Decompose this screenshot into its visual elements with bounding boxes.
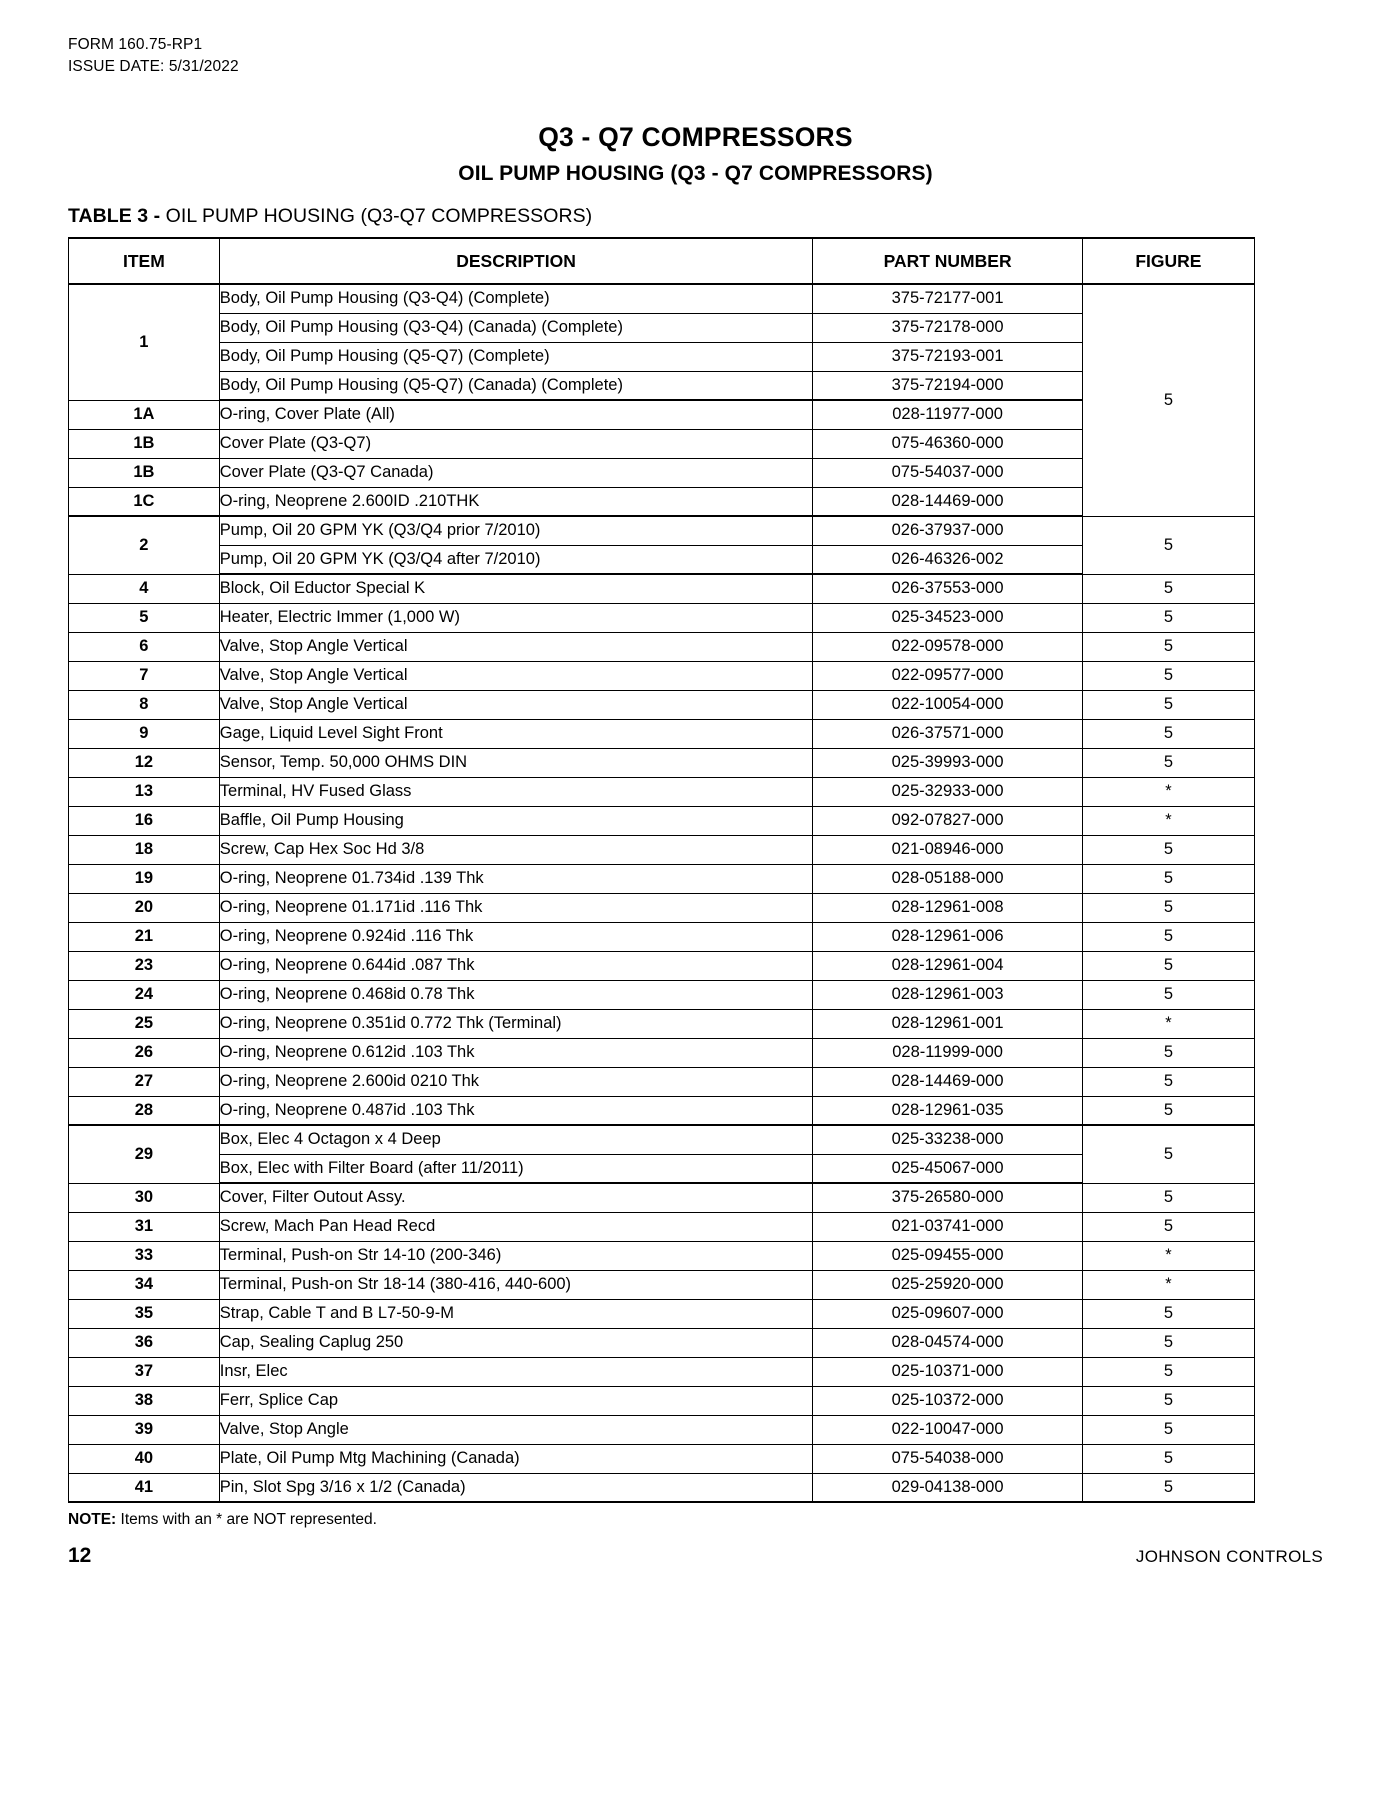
- cell-figure: 5: [1082, 1212, 1254, 1241]
- table-row: [69, 1299, 1255, 1328]
- cell-description: Body, Oil Pump Housing (Q5-Q7) (Canada) (Complete): [219, 371, 813, 400]
- cell-part-number: 375-72194-000: [813, 371, 1082, 400]
- cell-figure: 5: [1082, 719, 1254, 748]
- cell-part-number: 022-09578-000: [813, 632, 1082, 661]
- cell-item: 13: [69, 777, 220, 806]
- cell-figure: 5: [1082, 661, 1254, 690]
- table-row: [69, 951, 1255, 980]
- cell-figure: 5: [1082, 1096, 1254, 1125]
- table-row: [69, 1328, 1255, 1357]
- cell-part-number: 021-08946-000: [813, 835, 1082, 864]
- parts-table: [68, 237, 1255, 1503]
- cell-part-number: 026-37571-000: [813, 719, 1082, 748]
- cell-item: 30: [69, 1183, 220, 1212]
- cell-item: 41: [69, 1473, 220, 1502]
- cell-description: Sensor, Temp. 50,000 OHMS DIN: [219, 748, 813, 777]
- table-row: [69, 1009, 1255, 1038]
- cell-part-number: 028-11977-000: [813, 400, 1082, 429]
- cell-part-number: 375-72193-001: [813, 342, 1082, 371]
- table-row: [69, 429, 1255, 458]
- table-row: [69, 1444, 1255, 1473]
- cell-figure: 5: [1082, 748, 1254, 777]
- cell-figure: 5: [1082, 516, 1254, 574]
- cell-description: Cap, Sealing Caplug 250: [219, 1328, 813, 1357]
- table-row: [69, 1473, 1255, 1502]
- cell-description: Terminal, HV Fused Glass: [219, 777, 813, 806]
- cell-part-number: 075-54037-000: [813, 458, 1082, 487]
- cell-description: O-ring, Neoprene 0.351id 0.772 Thk (Terminal): [219, 1009, 813, 1038]
- cell-part-number: 028-11999-000: [813, 1038, 1082, 1067]
- cell-part-number: 028-05188-000: [813, 864, 1082, 893]
- cell-figure: 5: [1082, 1473, 1254, 1502]
- cell-item: 1A: [69, 400, 220, 429]
- cell-item: 25: [69, 1009, 220, 1038]
- table-row: [69, 1415, 1255, 1444]
- cell-description: Strap, Cable T and B L7-50-9-M: [219, 1299, 813, 1328]
- cell-description: Pin, Slot Spg 3/16 x 1/2 (Canada): [219, 1473, 813, 1502]
- cell-part-number: 025-34523-000: [813, 603, 1082, 632]
- cell-item: 7: [69, 661, 220, 690]
- cell-item: 4: [69, 574, 220, 603]
- table-caption: [68, 205, 1323, 228]
- cell-figure: 5: [1082, 603, 1254, 632]
- cell-description: Cover, Filter Outout Assy.: [219, 1183, 813, 1212]
- cell-item: 1B: [69, 429, 220, 458]
- cell-figure: 5: [1082, 1183, 1254, 1212]
- table-row: [69, 603, 1255, 632]
- table-row: [69, 1183, 1255, 1212]
- cell-description: O-ring, Neoprene 0.487id .103 Thk: [219, 1096, 813, 1125]
- cell-part-number: 029-04138-000: [813, 1473, 1082, 1502]
- cell-description: Valve, Stop Angle Vertical: [219, 661, 813, 690]
- cell-part-number: 025-39993-000: [813, 748, 1082, 777]
- table-note: [68, 1511, 1323, 1529]
- table-row: [69, 342, 1255, 371]
- cell-item: 35: [69, 1299, 220, 1328]
- cell-part-number: 025-45067-000: [813, 1154, 1082, 1183]
- cell-description: O-ring, Cover Plate (All): [219, 400, 813, 429]
- cell-part-number: 022-10054-000: [813, 690, 1082, 719]
- cell-item: 23: [69, 951, 220, 980]
- table-row: [69, 1212, 1255, 1241]
- table-row: [69, 661, 1255, 690]
- cell-figure: 5: [1082, 574, 1254, 603]
- cell-part-number: 026-46326-002: [813, 545, 1082, 574]
- parts-table-head: [69, 238, 1255, 284]
- form-header: [68, 34, 1323, 78]
- table-row: [69, 1154, 1255, 1183]
- cell-description: Body, Oil Pump Housing (Q5-Q7) (Complete): [219, 342, 813, 371]
- cell-part-number: 022-09577-000: [813, 661, 1082, 690]
- cell-part-number: 025-32933-000: [813, 777, 1082, 806]
- cell-part-number: 375-72178-000: [813, 313, 1082, 342]
- cell-part-number: 075-46360-000: [813, 429, 1082, 458]
- page-subtitle: OIL PUMP HOUSING (Q3 - Q7 COMPRESSORS): [458, 162, 933, 185]
- cell-item: 19: [69, 864, 220, 893]
- cell-description: Terminal, Push-on Str 14-10 (200-346): [219, 1241, 813, 1270]
- cell-figure: 5: [1082, 922, 1254, 951]
- cell-item: 24: [69, 980, 220, 1009]
- table-row: [69, 1357, 1255, 1386]
- cell-description: Plate, Oil Pump Mtg Machining (Canada): [219, 1444, 813, 1473]
- cell-figure: 5: [1082, 1357, 1254, 1386]
- table-row: [69, 1241, 1255, 1270]
- table-row: [69, 284, 1255, 313]
- cell-description: Body, Oil Pump Housing (Q3-Q4) (Canada) (Complete): [219, 313, 813, 342]
- cell-description: Box, Elec with Filter Board (after 11/2011): [219, 1154, 813, 1183]
- cell-part-number: 028-12961-006: [813, 922, 1082, 951]
- cell-item: 31: [69, 1212, 220, 1241]
- cell-part-number: 025-33238-000: [813, 1125, 1082, 1154]
- cell-part-number: 375-26580-000: [813, 1183, 1082, 1212]
- cell-description: O-ring, Neoprene 01.171id .116 Thk: [219, 893, 813, 922]
- cell-part-number: 025-25920-000: [813, 1270, 1082, 1299]
- cell-item: 1B: [69, 458, 220, 487]
- form-number: FORM 160.75-RP1: [68, 36, 203, 53]
- cell-description: Cover Plate (Q3-Q7): [219, 429, 813, 458]
- cell-part-number: 028-12961-035: [813, 1096, 1082, 1125]
- cell-description: Pump, Oil 20 GPM YK (Q3/Q4 prior 7/2010): [219, 516, 813, 545]
- cell-figure: 5: [1082, 893, 1254, 922]
- table-caption-text: OIL PUMP HOUSING (Q3-Q7 COMPRESSORS): [160, 205, 593, 227]
- cell-figure: 5: [1082, 835, 1254, 864]
- column-header-part-number: PART NUMBER: [813, 238, 1082, 284]
- cell-description: O-ring, Neoprene 0.644id .087 Thk: [219, 951, 813, 980]
- cell-description: Cover Plate (Q3-Q7 Canada): [219, 458, 813, 487]
- cell-item: 27: [69, 1067, 220, 1096]
- cell-figure: 5: [1082, 1299, 1254, 1328]
- cell-description: Ferr, Splice Cap: [219, 1386, 813, 1415]
- cell-part-number: 025-10371-000: [813, 1357, 1082, 1386]
- table-row: [69, 1067, 1255, 1096]
- cell-description: Baffle, Oil Pump Housing: [219, 806, 813, 835]
- cell-part-number: 075-54038-000: [813, 1444, 1082, 1473]
- cell-description: Screw, Mach Pan Head Recd: [219, 1212, 813, 1241]
- cell-description: Pump, Oil 20 GPM YK (Q3/Q4 after 7/2010): [219, 545, 813, 574]
- table-row: [69, 371, 1255, 400]
- cell-figure: 5: [1082, 1444, 1254, 1473]
- cell-description: O-ring, Neoprene 0.612id .103 Thk: [219, 1038, 813, 1067]
- cell-figure: 5: [1082, 1386, 1254, 1415]
- cell-description: O-ring, Neoprene 0.468id 0.78 Thk: [219, 980, 813, 1009]
- cell-figure: 5: [1082, 980, 1254, 1009]
- parts-table-body: [69, 284, 1255, 1502]
- cell-part-number: 028-04574-000: [813, 1328, 1082, 1357]
- cell-figure: 5: [1082, 1328, 1254, 1357]
- cell-part-number: 021-03741-000: [813, 1212, 1082, 1241]
- column-header-figure: FIGURE: [1082, 238, 1254, 284]
- cell-part-number: 028-12961-001: [813, 1009, 1082, 1038]
- cell-item: 6: [69, 632, 220, 661]
- cell-item: 34: [69, 1270, 220, 1299]
- cell-figure: 5: [1082, 951, 1254, 980]
- table-row: [69, 313, 1255, 342]
- table-row: [69, 1038, 1255, 1067]
- cell-item: 5: [69, 603, 220, 632]
- cell-item: 1C: [69, 487, 220, 516]
- cell-description: O-ring, Neoprene 01.734id .139 Thk: [219, 864, 813, 893]
- note-label: NOTE:: [68, 1511, 117, 1528]
- table-row: [69, 632, 1255, 661]
- table-row: [69, 1125, 1255, 1154]
- cell-description: O-ring, Neoprene 2.600ID .210THK: [219, 487, 813, 516]
- cell-figure: *: [1082, 1241, 1254, 1270]
- table-row: [69, 748, 1255, 777]
- table-row: [69, 574, 1255, 603]
- cell-figure: 5: [1082, 284, 1254, 516]
- cell-item: 40: [69, 1444, 220, 1473]
- table-row: [69, 835, 1255, 864]
- table-row: [69, 980, 1255, 1009]
- table-row: [69, 893, 1255, 922]
- cell-item: 29: [69, 1125, 220, 1183]
- cell-description: Terminal, Push-on Str 18-14 (380-416, 440-600): [219, 1270, 813, 1299]
- cell-figure: 5: [1082, 864, 1254, 893]
- cell-part-number: 025-10372-000: [813, 1386, 1082, 1415]
- cell-part-number: 028-12961-003: [813, 980, 1082, 1009]
- issue-date: ISSUE DATE: 5/31/2022: [68, 58, 239, 75]
- cell-item: 36: [69, 1328, 220, 1357]
- table-row: [69, 864, 1255, 893]
- cell-figure: 5: [1082, 1125, 1254, 1183]
- cell-figure: 5: [1082, 690, 1254, 719]
- cell-item: 1: [69, 284, 220, 400]
- table-row: [69, 922, 1255, 951]
- cell-part-number: 028-12961-008: [813, 893, 1082, 922]
- cell-item: 39: [69, 1415, 220, 1444]
- cell-description: O-ring, Neoprene 2.600id 0210 Thk: [219, 1067, 813, 1096]
- cell-description: O-ring, Neoprene 0.924id .116 Thk: [219, 922, 813, 951]
- column-header-item: ITEM: [69, 238, 220, 284]
- cell-description: Block, Oil Eductor Special K: [219, 574, 813, 603]
- cell-item: 2: [69, 516, 220, 574]
- cell-figure: *: [1082, 806, 1254, 835]
- parts-table-header-row: [69, 238, 1255, 284]
- cell-item: 38: [69, 1386, 220, 1415]
- cell-description: Screw, Cap Hex Soc Hd 3/8: [219, 835, 813, 864]
- cell-figure: 5: [1082, 1038, 1254, 1067]
- table-row: [69, 1096, 1255, 1125]
- cell-part-number: 028-12961-004: [813, 951, 1082, 980]
- cell-figure: 5: [1082, 1067, 1254, 1096]
- cell-part-number: 092-07827-000: [813, 806, 1082, 835]
- cell-figure: 5: [1082, 632, 1254, 661]
- table-row: [69, 1386, 1255, 1415]
- cell-description: Valve, Stop Angle Vertical: [219, 690, 813, 719]
- table-caption-label: TABLE 3 -: [68, 205, 161, 227]
- table-row: [69, 516, 1255, 545]
- cell-part-number: 026-37553-000: [813, 574, 1082, 603]
- cell-part-number: 025-09455-000: [813, 1241, 1082, 1270]
- table-row: [69, 400, 1255, 429]
- cell-item: 21: [69, 922, 220, 951]
- table-row: [69, 777, 1255, 806]
- cell-item: 28: [69, 1096, 220, 1125]
- note-text: Items with an * are NOT represented.: [116, 1511, 377, 1528]
- cell-description: Valve, Stop Angle: [219, 1415, 813, 1444]
- cell-description: Heater, Electric Immer (1,000 W): [219, 603, 813, 632]
- table-row: [69, 690, 1255, 719]
- cell-item: 33: [69, 1241, 220, 1270]
- page-title-block: [68, 122, 1323, 186]
- cell-item: 26: [69, 1038, 220, 1067]
- page-footer: [68, 1544, 1323, 1568]
- cell-figure: *: [1082, 1270, 1254, 1299]
- cell-figure: *: [1082, 1009, 1254, 1038]
- column-header-description: DESCRIPTION: [219, 238, 813, 284]
- cell-item: 9: [69, 719, 220, 748]
- table-row: [69, 487, 1255, 516]
- cell-part-number: 028-14469-000: [813, 1067, 1082, 1096]
- cell-description: Box, Elec 4 Octagon x 4 Deep: [219, 1125, 813, 1154]
- cell-figure: 5: [1082, 1415, 1254, 1444]
- cell-part-number: 375-72177-001: [813, 284, 1082, 313]
- table-row: [69, 719, 1255, 748]
- cell-item: 18: [69, 835, 220, 864]
- table-row: [69, 1270, 1255, 1299]
- page-number: 12: [68, 1544, 92, 1567]
- cell-item: 16: [69, 806, 220, 835]
- cell-description: Gage, Liquid Level Sight Front: [219, 719, 813, 748]
- brand-name: JOHNSON CONTROLS: [1135, 1547, 1323, 1566]
- table-row: [69, 458, 1255, 487]
- cell-figure: *: [1082, 777, 1254, 806]
- cell-item: 37: [69, 1357, 220, 1386]
- cell-description: Insr, Elec: [219, 1357, 813, 1386]
- cell-description: Valve, Stop Angle Vertical: [219, 632, 813, 661]
- page-title: Q3 - Q7 COMPRESSORS: [538, 122, 853, 152]
- cell-description: Body, Oil Pump Housing (Q3-Q4) (Complete): [219, 284, 813, 313]
- cell-item: 12: [69, 748, 220, 777]
- cell-part-number: 025-09607-000: [813, 1299, 1082, 1328]
- cell-item: 20: [69, 893, 220, 922]
- cell-item: 8: [69, 690, 220, 719]
- cell-part-number: 026-37937-000: [813, 516, 1082, 545]
- cell-part-number: 022-10047-000: [813, 1415, 1082, 1444]
- cell-part-number: 028-14469-000: [813, 487, 1082, 516]
- table-row: [69, 806, 1255, 835]
- table-row: [69, 545, 1255, 574]
